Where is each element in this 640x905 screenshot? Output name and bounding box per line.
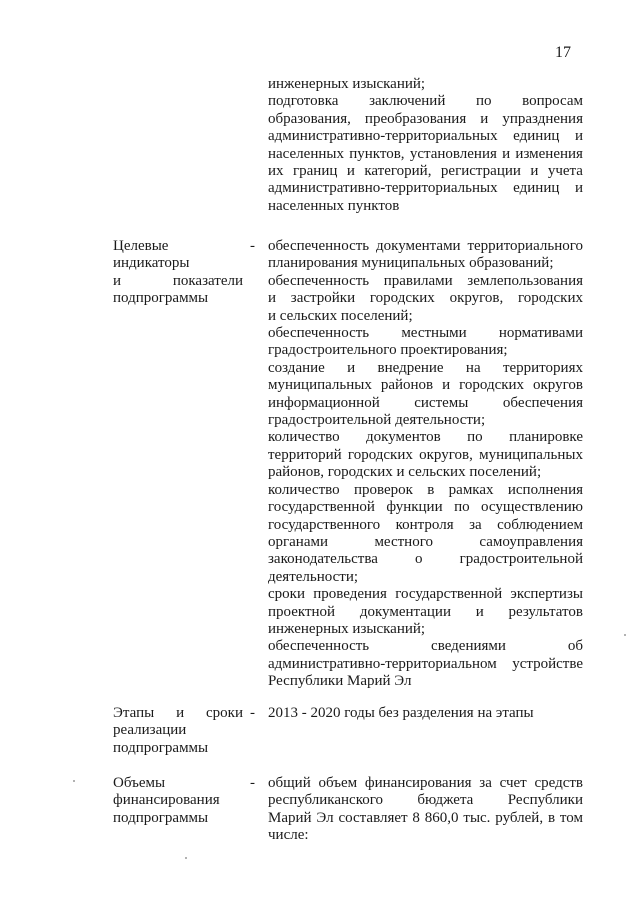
text-line: Марий Эл составляет 8 860,0 тыс. рублей, в том [268, 809, 583, 826]
text-line: населенных пунктов [268, 197, 400, 214]
text-line: инженерных изысканий; [268, 620, 426, 637]
text-line: проектной документации и результатов [268, 603, 583, 620]
label-line: Целевые [113, 238, 169, 254]
text-line: населенных пунктов, установления и изменения [268, 145, 583, 162]
section-content [268, 76, 583, 215]
text-line: деятельности; [268, 568, 359, 585]
label-line: Объемы [113, 775, 166, 791]
label-line: подпрограммы [113, 290, 209, 307]
text-line: административно-территориальном устройстве [268, 655, 583, 672]
label-line: и показатели [113, 272, 243, 289]
label-line: финансирования [113, 792, 220, 809]
text-line: создание и внедрение на территориях [268, 359, 583, 376]
text-line: республиканского бюджета Республики [268, 792, 583, 809]
text-line: территорий городских округов, муниципальных [268, 446, 583, 463]
section-content [268, 775, 583, 845]
text-line: их границ и категорий, регистрации и учета [268, 163, 583, 180]
label-line: подпрограммы [113, 739, 209, 756]
text-line: количество документов по планировке [268, 429, 583, 446]
text-line: государственной функции по осуществлению [268, 499, 583, 516]
text-line: планирования муниципальных образований; [268, 255, 554, 272]
text-line: градостроительного проектирования; [268, 342, 508, 359]
section-label [113, 238, 243, 308]
text-line: подготовка заключений по вопросам [268, 93, 583, 110]
text-line: обеспеченность сведениями об [268, 638, 583, 655]
text-line: информационной системы обеспечения [268, 394, 583, 411]
section-label [113, 705, 243, 757]
text-line: муниципальных районов и городских округов [268, 377, 583, 394]
section-content [268, 705, 583, 722]
section-label [113, 775, 243, 827]
page-number: 17 [555, 44, 571, 61]
text-line: общий объем финансирования за счет средств [268, 775, 583, 791]
text-line: административно-территориальных единиц и [268, 180, 583, 197]
scan-speck [624, 634, 626, 636]
row-dash: - [250, 705, 255, 721]
text-line: административно-территориальных единиц и [268, 128, 583, 145]
label-line: реализации [113, 722, 187, 739]
text-line: 2013 - 2020 годы без разделения на этапы [268, 705, 534, 721]
label-line: Этапы и сроки [113, 705, 243, 721]
label-line: индикаторы [113, 255, 190, 272]
text-line: и застройки городских округов, городских [268, 290, 583, 307]
text-line: обеспеченность местными нормативами [268, 325, 583, 342]
text-line: количество проверок в рамках исполнения [268, 481, 583, 498]
scan-speck [185, 857, 187, 859]
text-line: числе: [268, 827, 309, 844]
label-line: подпрограммы [113, 809, 209, 826]
row-dash: - [250, 775, 255, 791]
text-line: образования, преобразования и упразднения [268, 110, 583, 127]
text-line: сроки проведения государственной экспертизы [268, 586, 583, 603]
text-line: органами местного самоуправления [268, 533, 583, 550]
text-line: градостроительной деятельности; [268, 412, 486, 429]
text-line: обеспеченность документами территориального [268, 238, 583, 254]
section-content [268, 238, 583, 691]
text-line: Республики Марий Эл [268, 673, 412, 690]
row-dash: - [250, 238, 255, 254]
text-line: и сельских поселений; [268, 307, 413, 324]
text-line: районов, городских и сельских поселений; [268, 464, 542, 481]
scan-speck [73, 780, 75, 782]
text-line: государственного контроля за соблюдением [268, 516, 583, 533]
text-line: обеспеченность правилами землепользования [268, 272, 583, 289]
text-line: законодательства о градостроительной [268, 551, 583, 568]
text-line: инженерных изысканий; [268, 76, 426, 92]
